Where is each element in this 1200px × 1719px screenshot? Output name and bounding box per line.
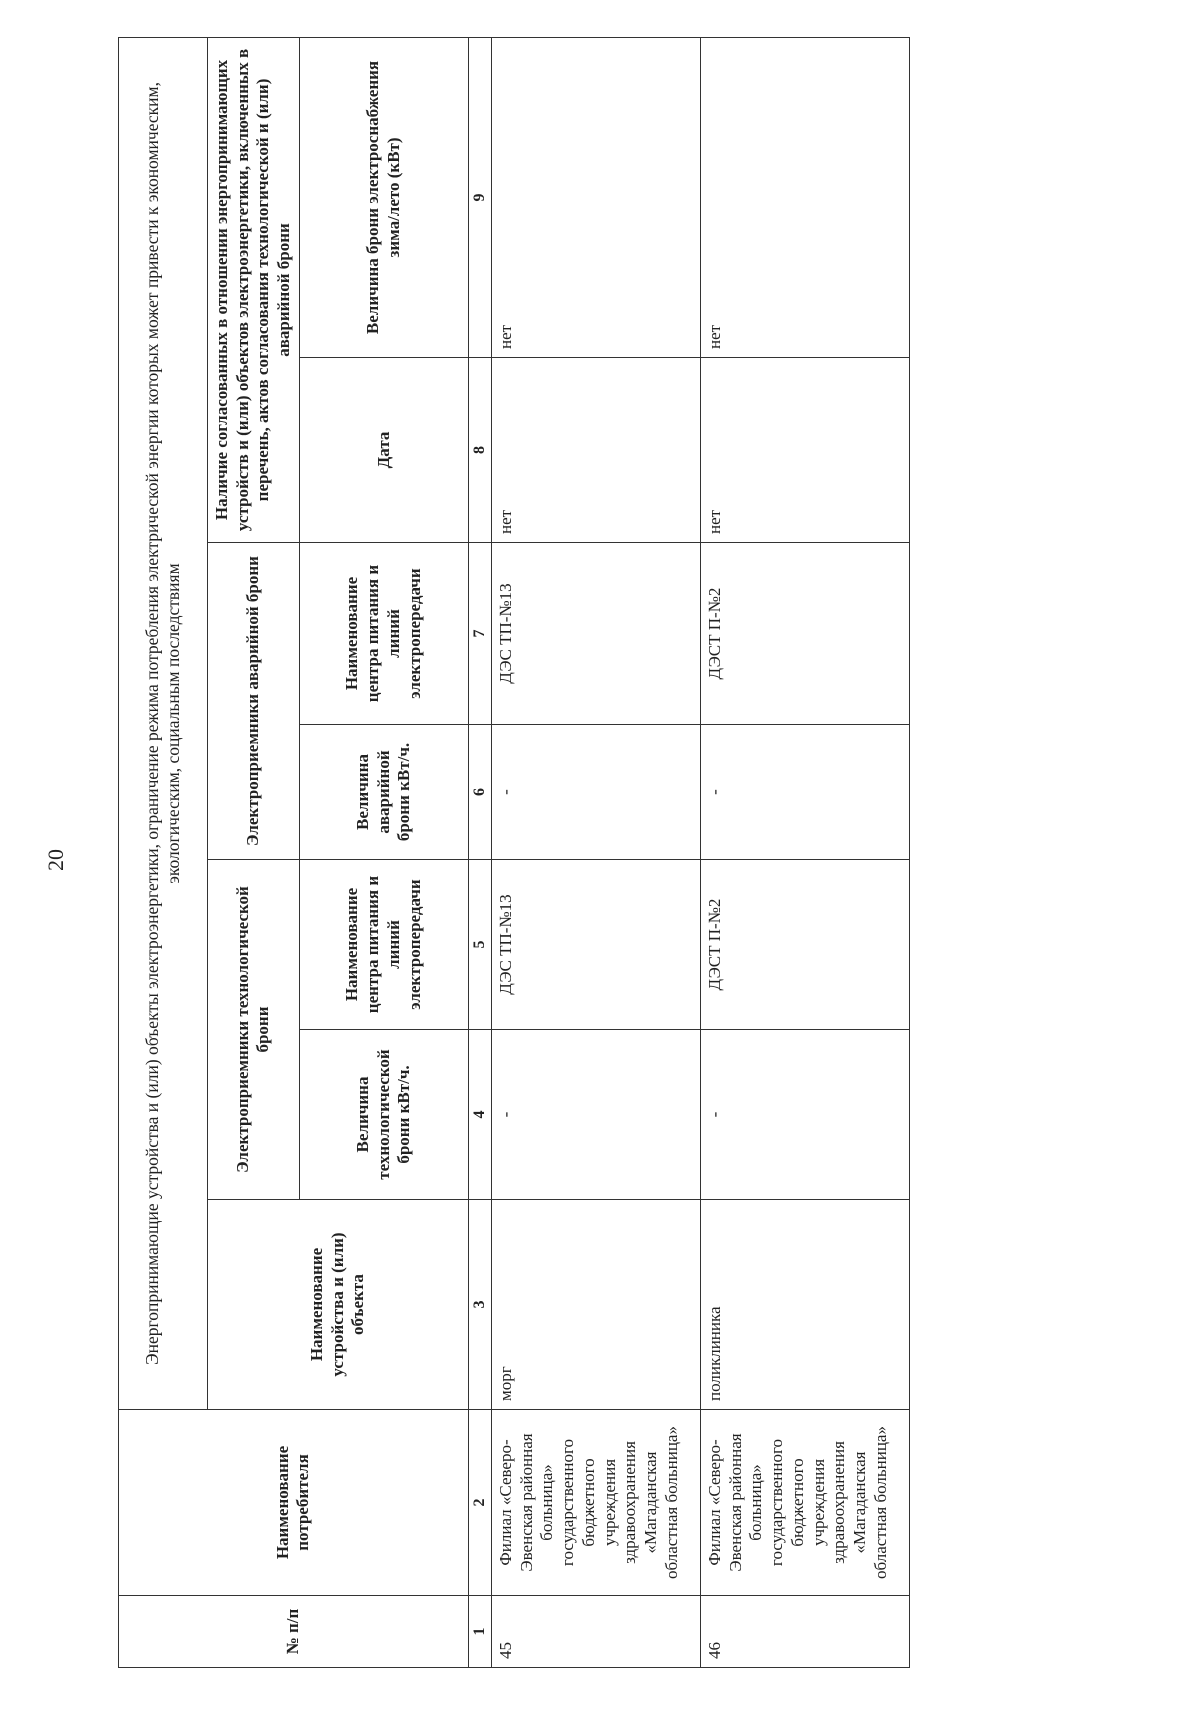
column-number: 4 <box>468 1030 491 1200</box>
column-number: 9 <box>468 37 491 357</box>
header-consumer: Наименование потребителя <box>119 1410 469 1596</box>
column-number: 5 <box>468 860 491 1030</box>
row-emerg-center: ДЭС ТП-№13 <box>491 543 700 725</box>
header-object-name: Наименование устройства и (или) объекта <box>208 1200 469 1410</box>
header-emerg-value: Величина аварийной брони кВт/ч. <box>299 725 468 860</box>
page-number: 20 <box>43 849 68 871</box>
row-date: нет <box>700 358 909 543</box>
row-supply-value: нет <box>491 37 700 357</box>
header-tech-group: Электроприемники технологической брони <box>208 860 300 1200</box>
row-tech-value: - <box>700 1030 909 1200</box>
column-number: 6 <box>468 725 491 860</box>
header-tech-value: Величина технологической брони кВт/ч. <box>299 1030 468 1200</box>
row-supply-value: нет <box>700 37 909 357</box>
table-main-heading: Энергопринимающие устройства и (или) объекты электроэнергетики, ограничение режима потребления электрической энергии которых может привести к экономическим, экологическим, социальным последствиям <box>119 37 208 1409</box>
row-emerg-center: ДЭСТ П-№2 <box>700 543 909 725</box>
power-consumers-table <box>118 37 910 1668</box>
row-tech-center: ДЭСТ П-№2 <box>700 860 909 1030</box>
row-num: 46 <box>700 1596 909 1668</box>
rotated-table-container <box>118 38 1098 1668</box>
row-object-name: морг <box>491 1200 700 1410</box>
row-tech-center: ДЭС ТП-№13 <box>491 860 700 1030</box>
column-number-row <box>468 37 491 1667</box>
row-emerg-value: - <box>491 725 700 860</box>
column-number: 1 <box>468 1596 491 1668</box>
row-object-name: поликлиника <box>700 1200 909 1410</box>
row-consumer: Филиал «Северо-Эвенская районная больница» государственного бюджетного учреждения здравоохранения «Магаданская областная больница» <box>700 1410 909 1596</box>
table-row <box>700 37 909 1667</box>
header-supply-value: Величина брони электроснабжения зима/лето (кВт) <box>299 37 468 357</box>
row-consumer: Филиал «Северо-Эвенская районная больница» государственного бюджетного учреждения здравоохранения «Магаданская областная больница» <box>491 1410 700 1596</box>
column-number: 7 <box>468 543 491 725</box>
row-emerg-value: - <box>700 725 909 860</box>
header-emerg-center: Наименование центра питания и линий электропередачи <box>299 543 468 725</box>
table-row <box>491 37 700 1667</box>
column-number: 8 <box>468 358 491 543</box>
column-number: 3 <box>468 1200 491 1410</box>
row-tech-value: - <box>491 1030 700 1200</box>
header-tech-center: Наименование центра питания и линий электропередачи <box>299 860 468 1030</box>
header-emerg-group: Электроприемники аварийной брони <box>208 543 300 860</box>
row-num: 45 <box>491 1596 700 1668</box>
header-agree-group: Наличие согласованных в отношении энергопринимающих устройств и (или) объектов электроэнергетики, включенных в перечень, актов согласования технологической и (или) аварийной брони <box>208 37 300 542</box>
row-date: нет <box>491 358 700 543</box>
column-number: 2 <box>468 1410 491 1596</box>
header-date: Дата <box>299 358 468 543</box>
header-num: № п/п <box>119 1596 469 1668</box>
